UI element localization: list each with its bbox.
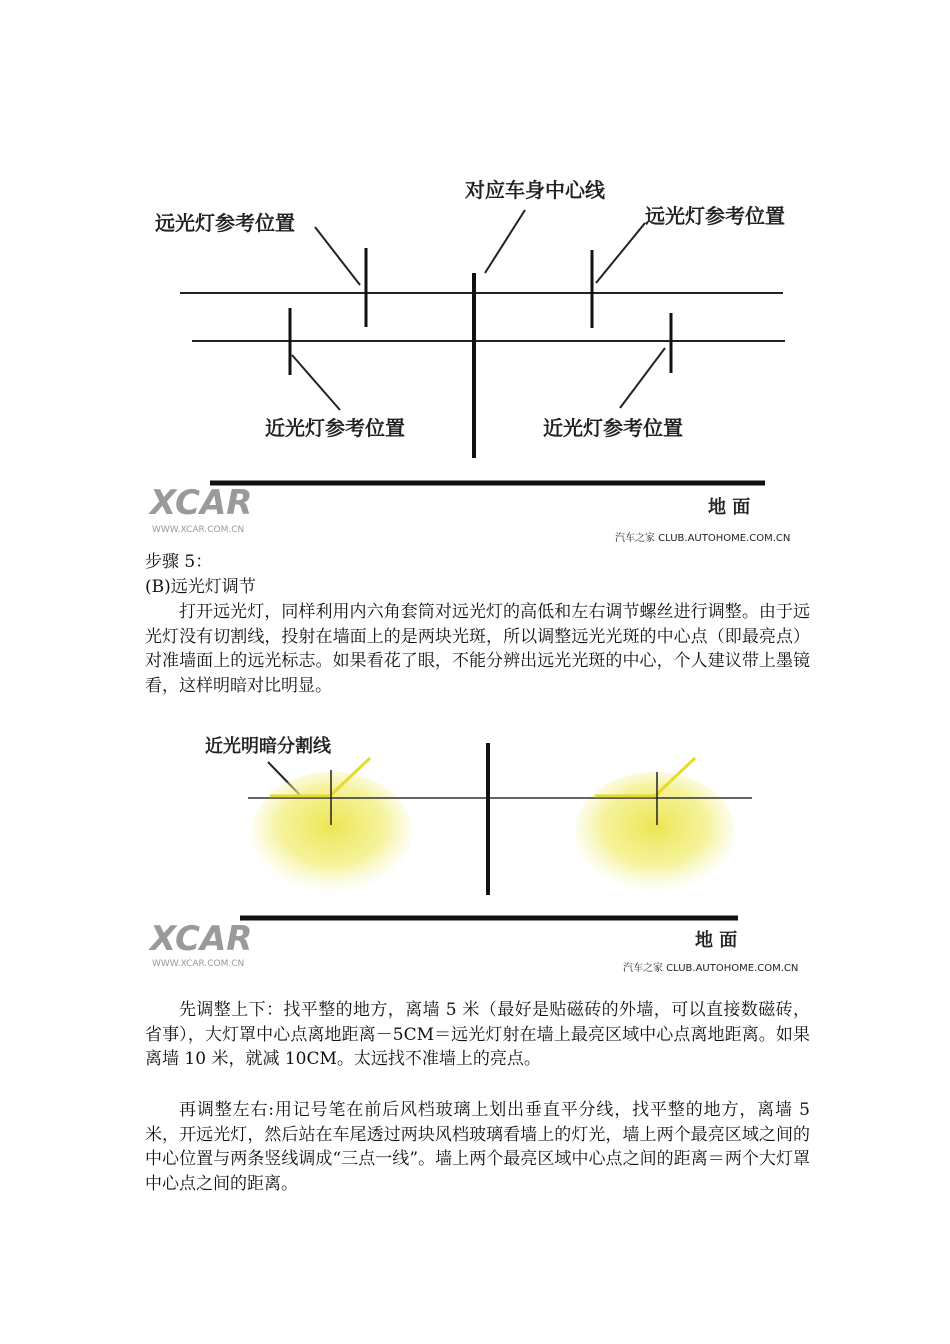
right-light-spot	[575, 772, 735, 892]
xcar-url: WWW.XCAR.COM.CN	[152, 959, 245, 969]
vertical-adjust-paragraph: 先调整上下：找平整的地方，离墙 5 米（最好是贴磁砖的外墙，可以直接数磁砖，省事），大灯罩中心点离地距离－5CM＝远光灯射在墙上最亮区域中心点离地距离。如果离墙 10 米，就减 10CM。太远找不准墙上的亮点。	[145, 1000, 810, 1069]
xcar-url: WWW.XCAR.COM.CN	[152, 525, 245, 535]
source-credit: 汽车之家 CLUB.AUTOHOME.COM.CN	[623, 963, 799, 974]
step-title: 步骤 5：	[145, 552, 213, 572]
low-beam-label-right: 近光灯参考位置	[543, 416, 683, 440]
ground-label: 地 面	[695, 930, 738, 951]
left-light-spot	[252, 772, 412, 892]
high-beam-paragraph: 打开远光灯，同样利用内六角套筒对远光灯的高低和左右调节螺丝进行调整。由于远光灯没有切割线，投射在墙面上的是两块光斑，所以调整远光光斑的中心点（即最亮点）对准墙面上的远光标志。如果看花了眼，不能分辨出远光光斑的中心，个人建议带上墨镜看，这样明暗对比明显。	[145, 602, 810, 696]
leader-line	[315, 227, 360, 285]
center-line-label: 对应车身中心线	[465, 178, 605, 202]
headlight-reference-diagram	[140, 165, 820, 555]
xcar-logo: XCAR	[150, 483, 253, 523]
low-beam-label-left: 近光灯参考位置	[265, 416, 405, 440]
leader-line	[596, 223, 645, 283]
cutoff-label: 近光明暗分割线	[205, 736, 331, 757]
high-beam-label-left: 远光灯参考位置	[155, 211, 295, 235]
high-beam-label-right: 远光灯参考位置	[645, 204, 785, 228]
xcar-watermark	[148, 483, 252, 535]
horizontal-adjust-paragraph: 再调整左右:用记号笔在前后风档玻璃上划出垂直平分线，找平整的地方，离墙 5 米，开远光灯，然后站在车尾透过两块风档玻璃看墙上的灯光，墙上两个最亮区域之间的中心位置与两条竖线调成“三点一线”。墙上两个最亮区域中心点之间的距离＝两个大灯罩中心点之间的距离。	[145, 1100, 810, 1194]
ground-label: 地 面	[708, 497, 751, 518]
step-subtitle: (B)远光灯调节	[145, 577, 256, 597]
low-beam-cutoff-diagram	[140, 730, 820, 985]
xcar-watermark	[148, 919, 252, 969]
xcar-logo: XCAR	[150, 919, 253, 959]
source-credit: 汽车之家 CLUB.AUTOHOME.COM.CN	[615, 533, 791, 544]
leader-line	[620, 348, 665, 408]
leader-line	[485, 210, 525, 273]
leader-line	[292, 355, 340, 410]
